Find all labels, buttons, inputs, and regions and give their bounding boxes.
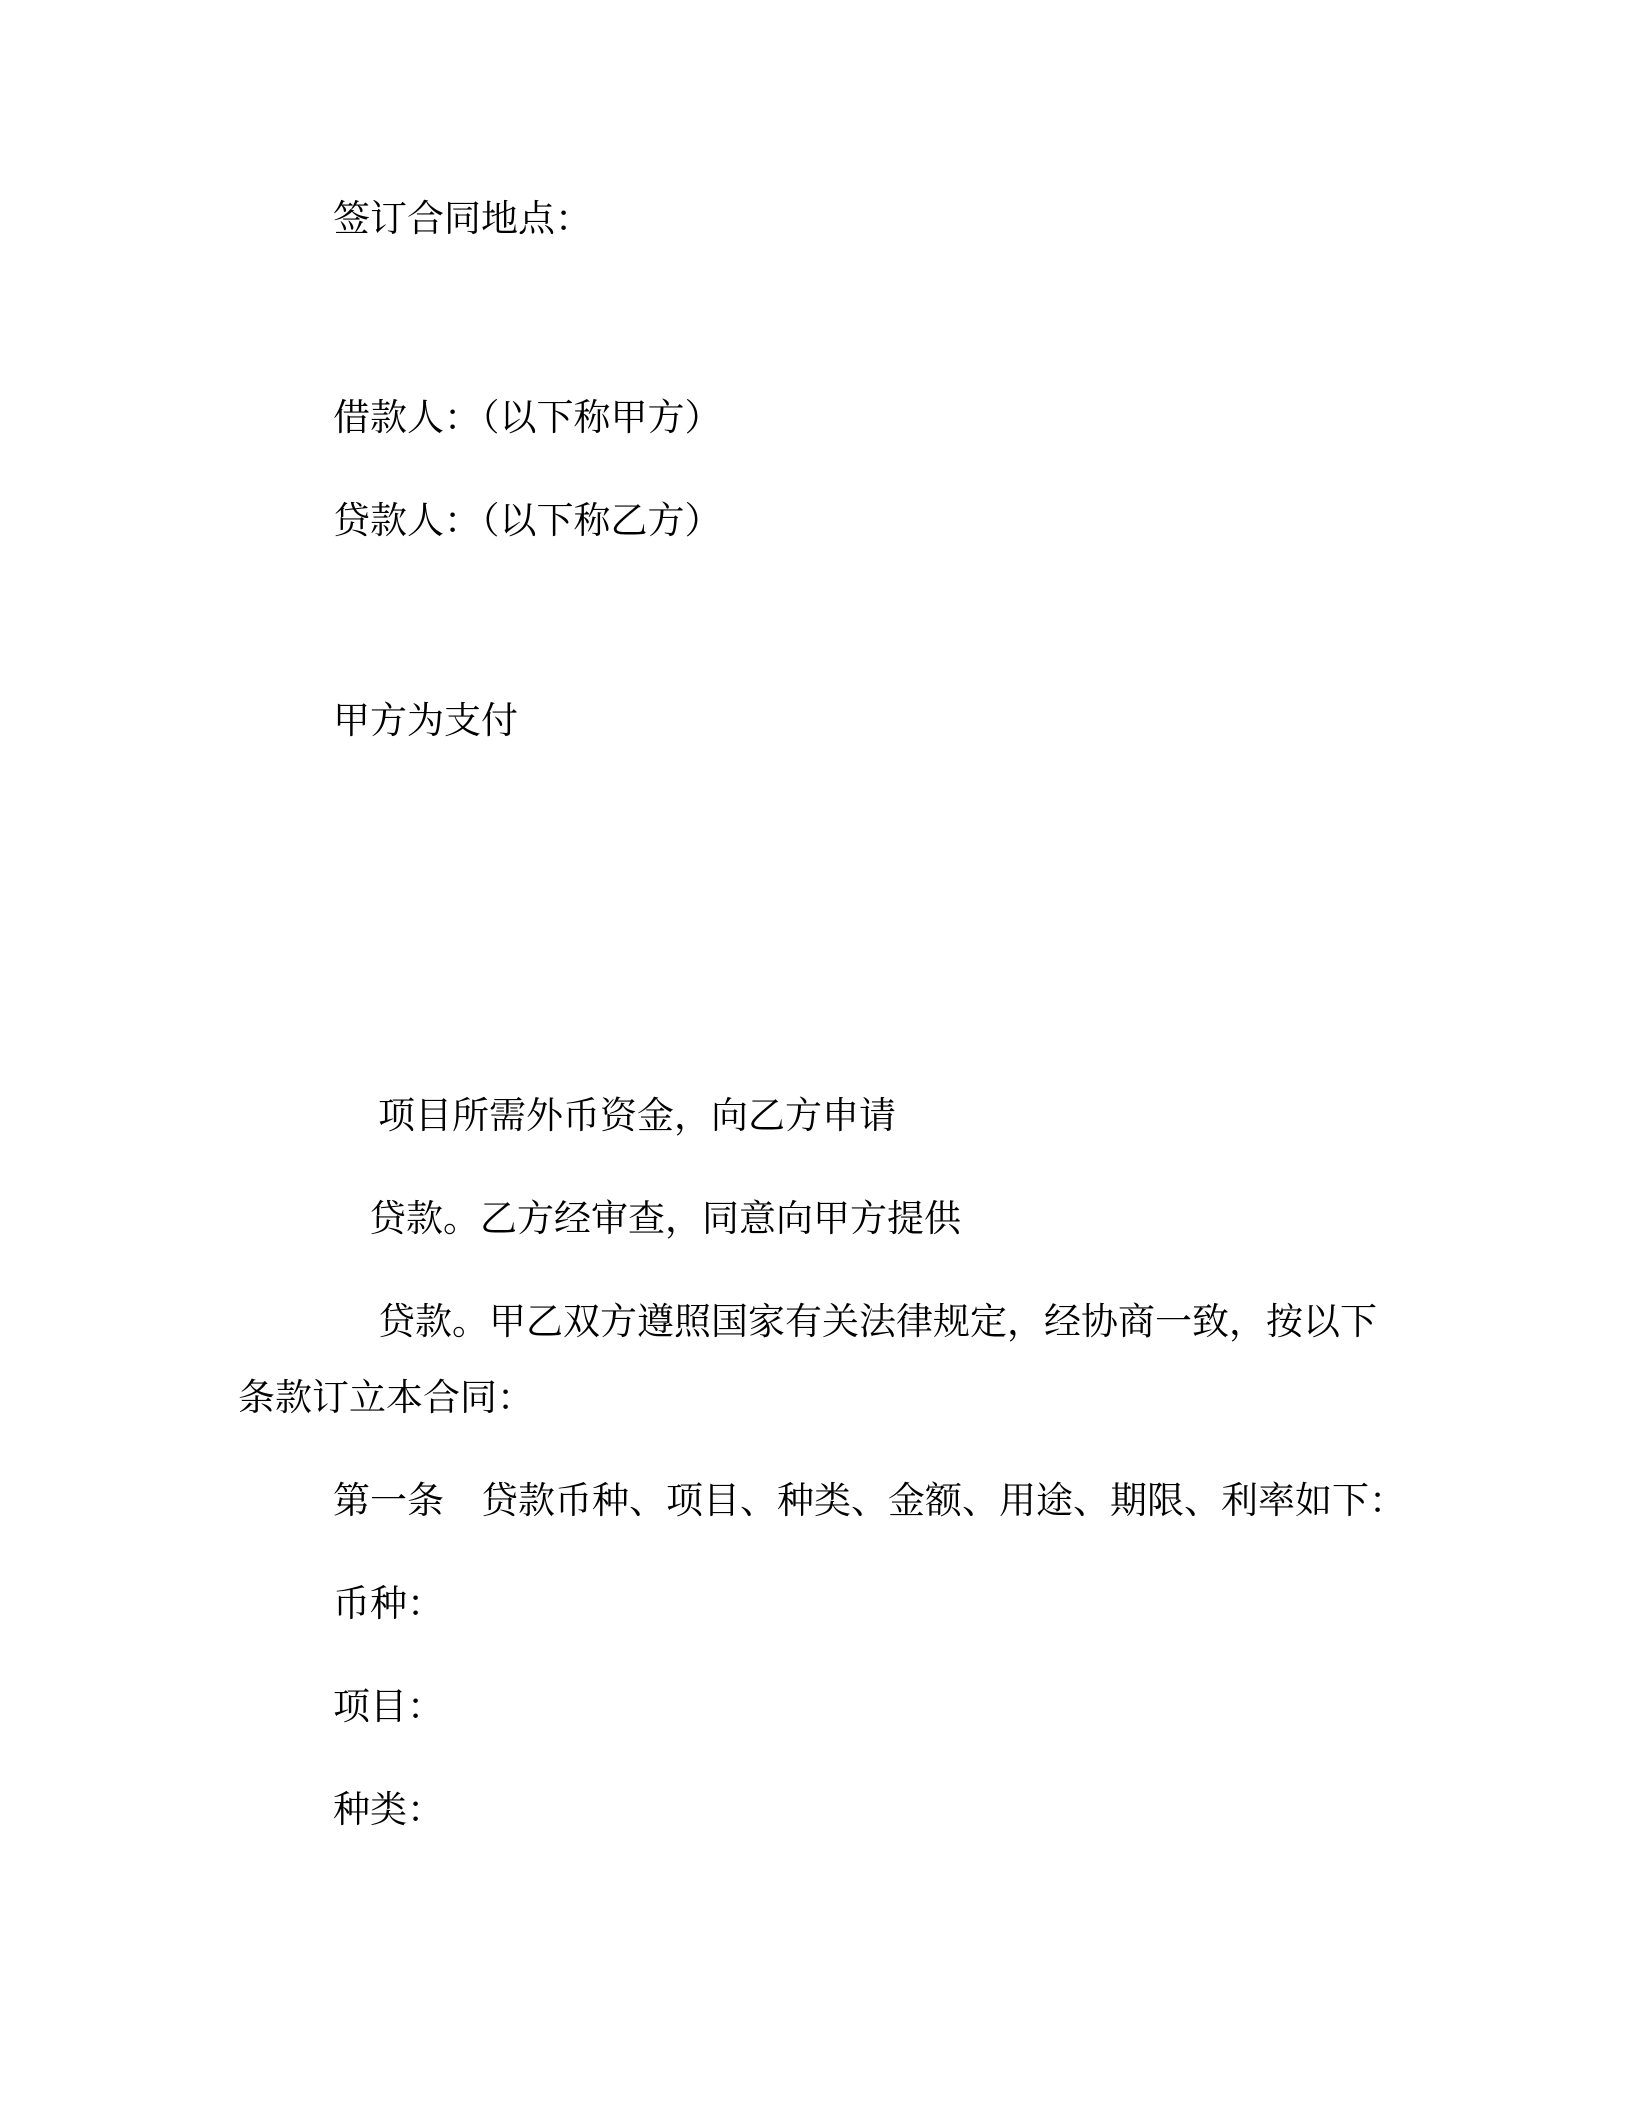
paragraph-line-3: 贷款。甲乙双方遵照国家有关法律规定，经协商一致，按以下: [378, 1300, 1377, 1343]
purpose-intro: 甲方为支付: [333, 699, 518, 742]
field-currency-label: 币种：: [333, 1582, 444, 1625]
paragraph-line-4: 条款订立本合同：: [238, 1376, 534, 1419]
article-1-heading: 第一条 贷款币种、项目、种类、金额、用途、期限、利率如下：: [333, 1479, 1406, 1522]
field-type-label: 种类：: [333, 1788, 444, 1831]
borrower-line: 借款人：（以下称甲方）: [333, 396, 722, 439]
field-project-label: 项目：: [333, 1685, 444, 1728]
paragraph-line-1: 项目所需外币资金，向乙方申请: [378, 1094, 896, 1137]
paragraph-line-2: 贷款。乙方经审查，同意向甲方提供: [369, 1197, 961, 1240]
signing-place-label: 签订合同地点：: [333, 197, 592, 240]
lender-line: 贷款人：（以下称乙方）: [333, 499, 722, 542]
